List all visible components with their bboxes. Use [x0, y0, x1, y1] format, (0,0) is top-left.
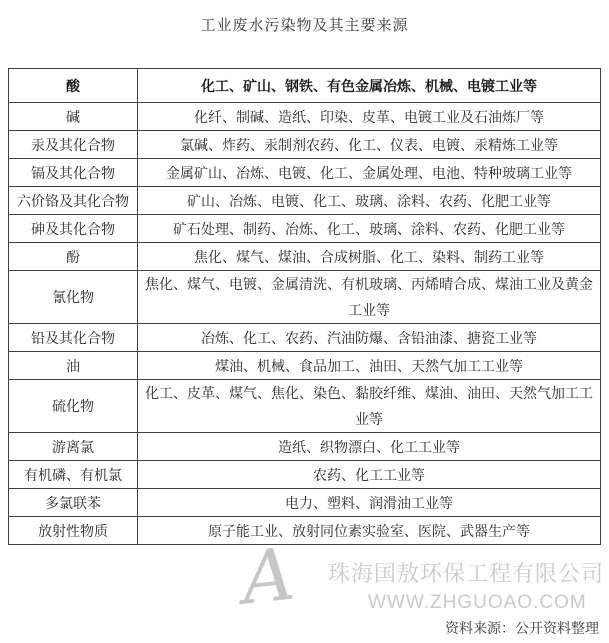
- table-row: [9, 69, 601, 103]
- watermark-logo-icon: A: [237, 531, 299, 621]
- sources-cell: 电力、塑料、润滑油工业等: [138, 489, 601, 517]
- table-row: [9, 159, 601, 187]
- page-title: 工业废水污染物及其主要来源: [200, 17, 409, 34]
- table-row: [9, 131, 601, 159]
- pollutant-cell: 碱: [9, 103, 138, 131]
- table-row: [9, 103, 601, 131]
- sources-cell: 原子能工业、放射同位素实验室、医院、武器生产等: [138, 517, 601, 545]
- sources-cell: 氯碱、炸药、汞制剂农药、化工、仪表、电镀、汞精炼工业等: [138, 131, 601, 159]
- pollutant-cell: 油: [9, 352, 138, 380]
- sources-cell: 焦化、煤气、电镀、金属清洗、有机玻璃、丙烯晴合成、煤油工业及黄金工业等: [138, 271, 601, 324]
- sources-cell: 矿石处理、制药、冶炼、化工、玻璃、涂料、农药、化肥工业等: [138, 215, 601, 243]
- pollutant-cell: 铅及其化合物: [9, 324, 138, 352]
- sources-cell: 焦化、煤气、煤油、合成树脂、化工、染料、制药工业等: [138, 243, 601, 271]
- table-row: [9, 243, 601, 271]
- pollutant-cell: 六价铬及其化合物: [9, 187, 138, 215]
- table-row: [9, 324, 601, 352]
- sources-cell: 造纸、织物漂白、化工工业等: [138, 433, 601, 461]
- pollutant-cell: 砷及其化合物: [9, 215, 138, 243]
- sources-cell: 化工、皮革、煤气、焦化、染色、黏胶纤维、煤油、油田、天然气加工工业等: [138, 380, 601, 433]
- pollutant-cell: 游离氯: [9, 433, 138, 461]
- pollutant-cell: 酚: [9, 243, 138, 271]
- pollutants-table-body: [9, 69, 601, 545]
- sources-cell: 煤油、机械、食品加工、油田、天然气加工工业等: [138, 352, 601, 380]
- table-row: [9, 380, 601, 433]
- table-row: [9, 352, 601, 380]
- table-row: [9, 187, 601, 215]
- watermark-site-url: WWW.ZHGUOAO.COM: [368, 592, 587, 613]
- table-row: [9, 271, 601, 324]
- table-row: [9, 489, 601, 517]
- table-row: [9, 461, 601, 489]
- pollutants-table: [8, 68, 601, 545]
- sources-cell: 化纤、制碱、造纸、印染、皮革、电镀工业及石油炼厂等: [138, 103, 601, 131]
- pollutant-cell: 有机磷、有机氯: [9, 461, 138, 489]
- pollutant-cell: 酸: [9, 69, 138, 103]
- pollutant-cell: 镉及其化合物: [9, 159, 138, 187]
- pollutant-cell: 硫化物: [9, 380, 138, 433]
- pollutant-cell: 汞及其化合物: [9, 131, 138, 159]
- table-row: [9, 215, 601, 243]
- sources-cell: 矿山、冶炼、电镀、化工、玻璃、涂料、农药、化肥工业等: [138, 187, 601, 215]
- pollutant-cell: 氰化物: [9, 271, 138, 324]
- sources-cell: 金属矿山、冶炼、电镀、化工、金属处理、电池、特种玻璃工业等: [138, 159, 601, 187]
- source-note: 资料来源：公开资料整理: [445, 620, 599, 636]
- pollutant-cell: 多氯联苯: [9, 489, 138, 517]
- sources-cell: 农药、化工工业等: [138, 461, 601, 489]
- watermark-company-text: 珠海国敖环保工程有限公司: [328, 561, 605, 586]
- sources-cell: 冶炼、化工、农药、汽油防爆、含铅油漆、搪瓷工业等: [138, 324, 601, 352]
- table-row: [9, 433, 601, 461]
- table-row: [9, 517, 601, 545]
- pollutant-cell: 放射性物质: [9, 517, 138, 545]
- sources-cell: 化工、矿山、钢铁、有色金属冶炼、机械、电镀工业等: [138, 69, 601, 103]
